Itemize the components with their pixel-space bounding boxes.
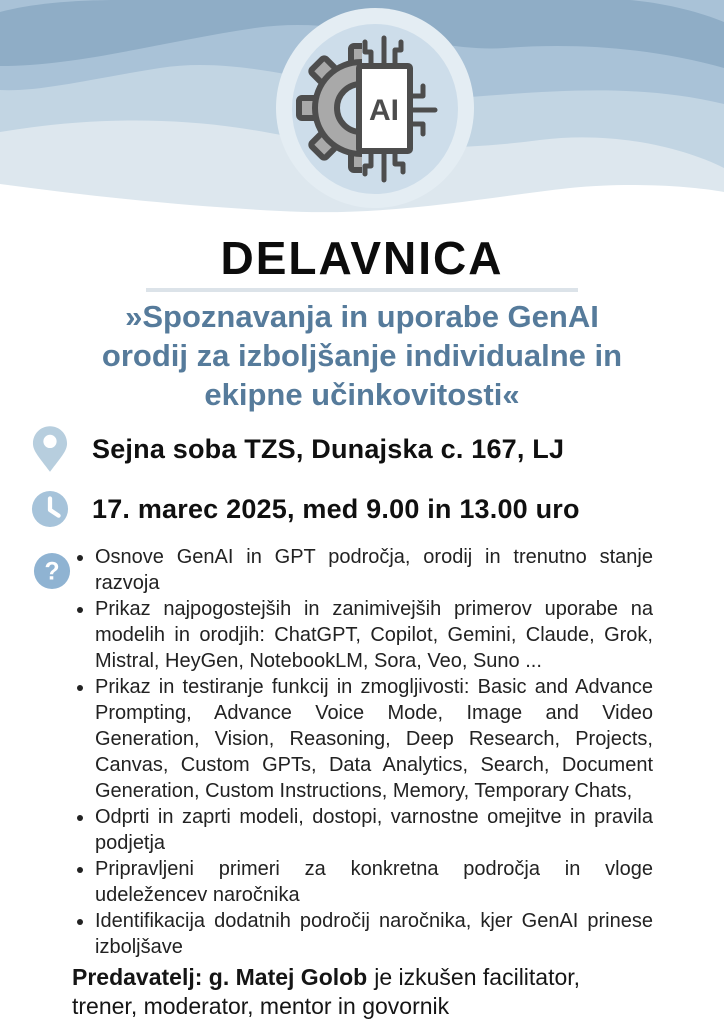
header-wave-art xyxy=(0,0,724,215)
presenter-description: je izkušen facilitator, trener, moderator, mentor in govornik xyxy=(72,964,581,1019)
topic-item: • Prikaz najpogostejših in zanimivejših primerov uporabe na modelih in orodjih: ChatGPT, Copilot, Gemini, Claude, Grok, Mistral, HeyGen, NotebookLM, Sora, Veo, Suno ... xyxy=(95,596,653,674)
subtitle-line: »Spoznavanja in uporabe GenAI xyxy=(125,299,599,334)
workshop-subtitle xyxy=(30,297,694,414)
topic-item: • Prikaz in testiranje funkcij in zmogljivosti: Basic and Advance Prompting, Advance Voice Mode, Image and Video Generation, Vision, Reasoning, Deep Research, Projects, Canvas, Custom GPTs, Data Analytics, Search, Document Generation, Custom Instructions, Memory, Temporary Chats, xyxy=(95,674,653,804)
subtitle-line: ekipne učinkovitosti« xyxy=(204,377,520,412)
question-icon xyxy=(33,552,73,960)
presenter-name: Predavatelj: g. Matej Golob xyxy=(72,964,368,990)
page-title: DELAVNICA xyxy=(220,232,504,284)
topic-item: • Odprti in zaprti modeli, dostopi, varnostne omejitve in pravila podjetja xyxy=(95,804,653,856)
topic-item: • Identifikacija dodatnih področij naročnika, kjer GenAI prinese izboljšave xyxy=(95,908,653,960)
clock-icon xyxy=(30,490,70,528)
location-pin-icon xyxy=(30,424,70,474)
datetime-row xyxy=(30,484,724,534)
ai-logo-label: AI xyxy=(369,94,399,127)
svg-text:?: ? xyxy=(44,558,60,586)
location-row xyxy=(30,424,724,474)
location-text: Sejna soba TZS, Dunajska c. 167, LJ xyxy=(92,433,565,464)
presenter-paragraph xyxy=(72,963,648,1021)
topics-section xyxy=(33,544,724,960)
topics-list xyxy=(79,544,653,960)
topic-item: • Osnove GenAI in GPT področja, orodij in trenutno stanje razvoja xyxy=(95,544,653,596)
subtitle-line: orodij za izboljšanje individualne in xyxy=(101,338,623,373)
title-underline xyxy=(146,288,578,292)
datetime-text: 17. marec 2025, med 9.00 in 13.00 uro xyxy=(92,493,580,524)
topic-item: • Pripravljeni primeri za konkretna področja in vloge udeležencev naročnika xyxy=(95,856,653,908)
